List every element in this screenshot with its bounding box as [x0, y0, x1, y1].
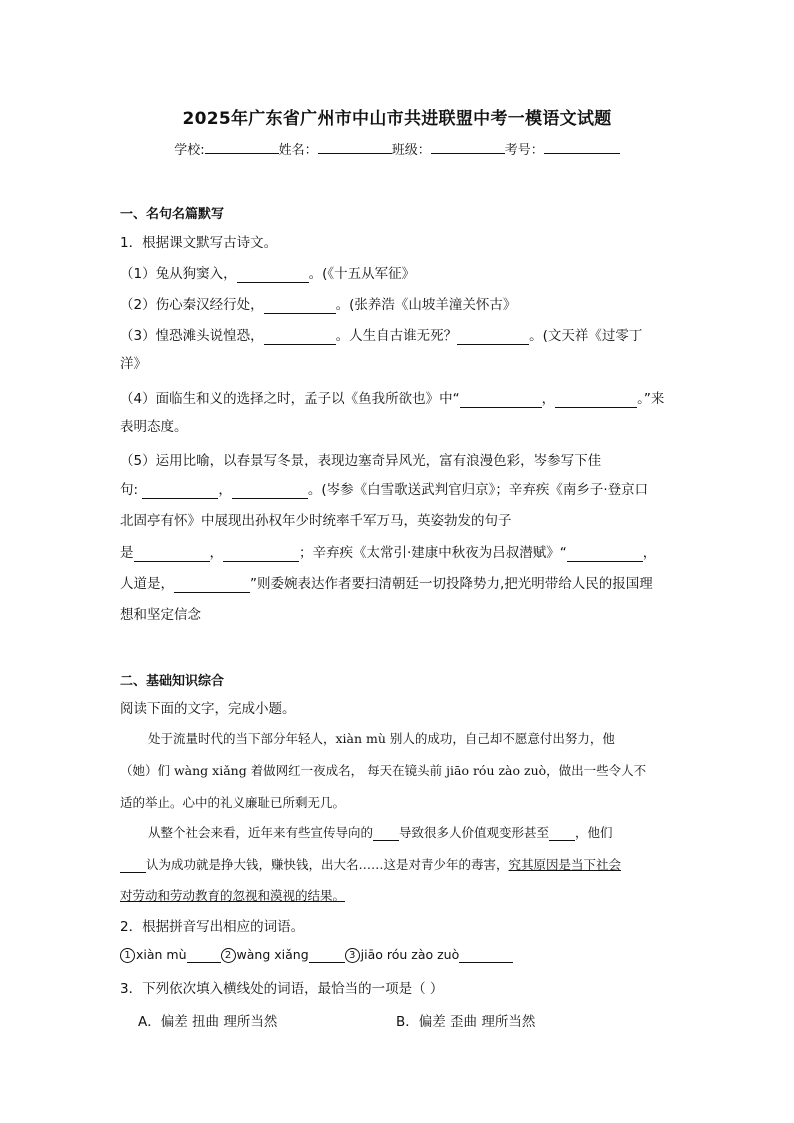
- pinyin-1: xiàn mù: [136, 947, 187, 962]
- pinyin-2: wàng xiǎng: [236, 947, 309, 962]
- name-label: 姓名：: [278, 143, 318, 158]
- answer-blank[interactable]: [567, 545, 643, 562]
- section-heading-1: 一、名句名篇默写: [120, 207, 225, 222]
- underlined-sentence: 究其原因是当下社会: [508, 857, 622, 872]
- q1-item-3-cont: 洋》: [120, 356, 147, 372]
- q1-item-5-source: 。(岑参《白雪歌送武判官归京》；辛弃疾《南乡子·登京口: [307, 482, 649, 498]
- q1-item-4-text-2: 。”来: [637, 391, 665, 407]
- answer-blank[interactable]: [174, 576, 250, 593]
- school-blank[interactable]: [205, 140, 279, 154]
- q1-item-3-source: 。(文天祥《过零丁: [529, 328, 643, 344]
- answer-blank[interactable]: [264, 328, 336, 345]
- q1-item-5-text-4: ”则委婉表达作者要扫清朝廷一切投降势力,把光明带给人民的报国理: [250, 576, 653, 592]
- comma: ，: [541, 391, 556, 407]
- passage-text: 认为成功就是挣大钱，赚快钱，出大名……这是对青少年的毒害，: [146, 857, 509, 872]
- answer-blank[interactable]: [555, 391, 637, 408]
- passage-p2-line-1: [148, 823, 680, 841]
- answer-blank[interactable]: [142, 482, 218, 499]
- option-a[interactable]: A．偏差 扭曲 理所当然: [138, 1014, 278, 1030]
- q1-item-3-text: （3）惶恐滩头说惶恐，: [120, 328, 264, 344]
- answer-blank[interactable]: [309, 947, 345, 963]
- fill-blank[interactable]: [120, 857, 146, 873]
- class-blank[interactable]: [431, 140, 505, 154]
- answer-blank[interactable]: [187, 947, 221, 963]
- q1-item-3-text-2: 。人生自古谁无死？: [335, 328, 458, 344]
- passage-p2-line-2: [120, 855, 680, 873]
- q1-item-5-line-4: [120, 541, 680, 562]
- q1-item-1-text: （1）兔从狗窦入，: [120, 266, 237, 282]
- circled-number-1: 1: [120, 948, 135, 963]
- passage-p1-line-1: 处于流量时代的当下部分年轻人，xiàn mù 别人的成功，自己却不愿意付出努力，他: [148, 731, 615, 746]
- page-title: 2025年广东省广州市中山市共进联盟中考一模语文试题: [182, 109, 612, 129]
- comma: ，: [642, 545, 657, 561]
- q1-item-2-text: （2）伤心秦汉经行处，: [120, 297, 264, 313]
- answer-blank[interactable]: [237, 266, 309, 283]
- q1-item-5-line-6: 想和坚定信念: [120, 607, 201, 623]
- q1-item-5-text-2: ；辛弃疾《太常引·建康中秋夜为吕叔潜赋》“: [299, 545, 567, 561]
- q1-item-5-text: 是: [120, 545, 134, 561]
- q1-item-4: [120, 387, 680, 408]
- q1-item-4-cont: 表明态度。: [120, 419, 188, 435]
- answer-blank[interactable]: [264, 297, 336, 314]
- passage-text: 导致很多人价值观变形甚至: [399, 825, 550, 840]
- answer-blank[interactable]: [134, 545, 210, 562]
- comma: ，: [209, 545, 223, 561]
- name-blank[interactable]: [318, 140, 392, 154]
- passage-p1-line-3: 适的举止。心中的礼义廉耻已所剩无几。: [120, 795, 346, 810]
- q1-item-5-line-3: 北固亭有怀》中展现出孙权年少时统率千军万马，英姿勃发的句子: [120, 513, 512, 529]
- q1-item-2: [120, 293, 680, 314]
- question-3: 3．下列依次填入横线处的词语，最恰当的一项是（ ）: [120, 981, 444, 997]
- q1-item-5-line-5: [120, 572, 680, 593]
- fill-blank[interactable]: [549, 825, 575, 841]
- passage-p2-line-3: [120, 886, 680, 904]
- passage-p1-line-2: （她）们 wàng xiǎng 着做网红一夜成名， 每天在镜头前 jiāo róu zào zuò，做出一些令人不: [120, 763, 647, 778]
- option-b[interactable]: B．偏差 歪曲 理所当然: [396, 1014, 536, 1030]
- passage-text: 从整个社会来看，近年来有些宣传导向的: [148, 825, 374, 840]
- pinyin-3: jiāo róu zào zuò: [360, 947, 460, 962]
- q1-item-5-line-2: [120, 478, 680, 499]
- number-label: 考号：: [504, 143, 544, 158]
- question-2: 2．根据拼音写出相应的词语。: [120, 919, 305, 935]
- q1-item-5: （5）运用比喻，以春景写冬景，表现边塞奇异风光，富有浪漫色彩，岑参写下佳: [120, 453, 602, 469]
- answer-blank[interactable]: [459, 947, 513, 963]
- q1-item-5-label: 句:: [120, 482, 139, 498]
- student-info-line: [0, 139, 794, 158]
- q1-item-4-text: （4）面临生和义的选择之时，孟子以《鱼我所欲也》中“: [120, 391, 460, 407]
- answer-blank[interactable]: [460, 391, 542, 408]
- fill-blank[interactable]: [373, 825, 399, 841]
- answer-blank[interactable]: [457, 328, 529, 345]
- q1-item-2-source: 。(张养浩《山坡羊潼关怀古》: [335, 297, 517, 313]
- q1-item-3: [120, 324, 680, 345]
- number-blank[interactable]: [544, 140, 620, 154]
- answer-blank[interactable]: [223, 545, 299, 562]
- pinyin-items: [120, 947, 680, 963]
- q1-item-5-text-3: 人道是，: [120, 576, 174, 592]
- section-heading-2: 二、基础知识综合: [120, 674, 225, 689]
- school-label: 学校:: [174, 143, 205, 158]
- reading-intro: 阅读下面的文字，完成小题。: [120, 701, 296, 717]
- q1-item-1: [120, 262, 680, 283]
- comma: ，: [218, 482, 232, 498]
- answer-blank[interactable]: [232, 482, 308, 499]
- class-label: 班级：: [391, 143, 431, 158]
- q1-item-1-source: 。(《十五从军征》: [308, 266, 416, 282]
- passage-text: ，他们: [575, 825, 613, 840]
- underlined-sentence: 对劳动和劳动教育的忽视和漠视的结果。: [120, 888, 346, 903]
- question-1: 1．根据课文默写古诗文。: [120, 235, 278, 251]
- circled-number-2: 2: [221, 948, 236, 963]
- circled-number-3: 3: [345, 948, 360, 963]
